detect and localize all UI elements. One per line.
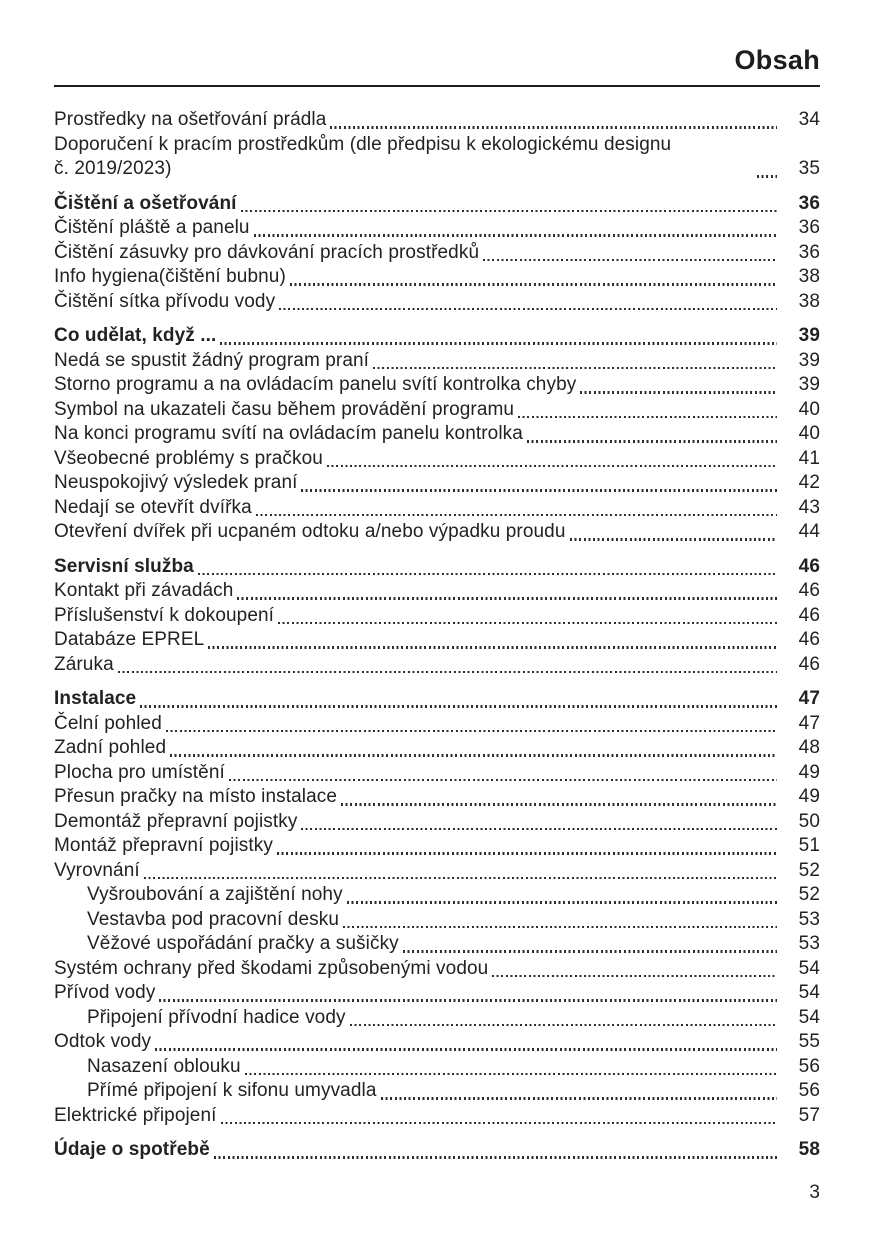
toc-group bbox=[54, 108, 820, 182]
page-title: Obsah bbox=[734, 45, 820, 75]
toc-row bbox=[54, 447, 820, 472]
toc-entry-page: 38 bbox=[798, 266, 820, 287]
toc-row bbox=[54, 687, 820, 712]
toc-row bbox=[54, 628, 820, 653]
toc-entry-page: 39 bbox=[798, 374, 820, 395]
toc-entry-page: 49 bbox=[798, 786, 820, 807]
toc-entry-label: Info hygiena(čištění bubnu) bbox=[54, 266, 286, 287]
toc-entry-label: Nedají se otevřít dvířka bbox=[54, 496, 252, 518]
dotted-leader bbox=[341, 803, 777, 805]
toc-entry-page: 54 bbox=[798, 957, 820, 979]
toc-entry-page: 40 bbox=[798, 423, 820, 444]
dotted-leader bbox=[290, 283, 777, 285]
toc-entry-label: Co udělat, když ... bbox=[54, 325, 217, 346]
toc-entry-page: 46 bbox=[798, 555, 820, 577]
toc-row bbox=[54, 471, 820, 496]
toc-row bbox=[54, 1104, 820, 1129]
toc-entry-label: Nedá se spustit žádný program praní bbox=[54, 349, 370, 371]
toc-row bbox=[54, 579, 820, 604]
toc-row bbox=[54, 1138, 820, 1163]
toc-entry-page: 40 bbox=[798, 398, 820, 420]
toc-entry-label: Kontakt při závadách bbox=[54, 580, 234, 601]
dotted-leader bbox=[237, 597, 777, 599]
toc-row bbox=[54, 133, 820, 182]
toc-row bbox=[54, 1079, 820, 1104]
toc-entry-label: Příslušenství k dokoupení bbox=[54, 604, 275, 626]
toc-entry-label: Přesun pračky na místo instalace bbox=[54, 786, 338, 807]
toc-row bbox=[54, 108, 820, 133]
toc-entry-label: Čištění a ošetřování bbox=[54, 192, 237, 214]
toc-row bbox=[54, 736, 820, 761]
toc-entry-label: Na konci programu svítí na ovládacím panelu kontrolka bbox=[54, 423, 523, 444]
toc-row bbox=[54, 324, 820, 349]
toc-entry-page: 51 bbox=[798, 835, 820, 856]
toc-entry-label: Všeobecné problémy s pračkou bbox=[54, 447, 323, 469]
dotted-leader bbox=[256, 514, 777, 516]
dotted-leader bbox=[301, 489, 777, 491]
toc-row bbox=[54, 604, 820, 629]
toc-entry-label: Čištění sítka přívodu vody bbox=[54, 290, 276, 312]
dotted-leader bbox=[527, 440, 777, 442]
dotted-leader bbox=[518, 416, 777, 418]
toc-entry-page: 53 bbox=[798, 908, 820, 930]
toc-row bbox=[54, 981, 820, 1006]
toc-entry-label: Připojení přívodní hadice vody bbox=[87, 1006, 346, 1028]
toc-row bbox=[54, 810, 820, 835]
toc-entry-label: Doporučení k pracím prostředkům (dle předpisu k ekologickému designu č. 2019/2023) bbox=[54, 133, 672, 179]
dotted-leader bbox=[327, 465, 777, 467]
toc-entry-label: Neuspokojivý výsledek praní bbox=[54, 472, 298, 493]
toc-entry-page: 47 bbox=[798, 688, 820, 709]
dotted-leader bbox=[214, 1156, 777, 1158]
toc-row bbox=[54, 373, 820, 398]
toc-row bbox=[54, 496, 820, 521]
toc-entry-page: 36 bbox=[798, 241, 820, 263]
toc-row bbox=[54, 883, 820, 908]
dotted-leader bbox=[580, 391, 777, 393]
toc-entry-page: 34 bbox=[798, 109, 820, 130]
toc-group bbox=[54, 687, 820, 1128]
toc-entry-page: 43 bbox=[798, 496, 820, 518]
toc-group bbox=[54, 555, 820, 678]
toc-entry-page: 46 bbox=[798, 604, 820, 626]
toc-row bbox=[54, 398, 820, 423]
toc-entry-page: 56 bbox=[798, 1055, 820, 1077]
dotted-leader bbox=[277, 852, 777, 854]
dotted-leader bbox=[198, 573, 777, 575]
toc-row bbox=[54, 192, 820, 217]
toc-row bbox=[54, 785, 820, 810]
dotted-leader bbox=[373, 367, 777, 369]
dotted-leader bbox=[570, 538, 777, 540]
dotted-leader bbox=[279, 308, 777, 310]
toc-entry-page: 53 bbox=[798, 933, 820, 954]
dotted-leader bbox=[208, 646, 777, 648]
toc-entry-label: Instalace bbox=[54, 688, 137, 709]
toc-entry-label: Zadní pohled bbox=[54, 737, 167, 758]
toc-row bbox=[54, 761, 820, 786]
toc-entry-label: Elektrické připojení bbox=[54, 1104, 217, 1126]
toc-group bbox=[54, 192, 820, 315]
dotted-leader bbox=[166, 730, 777, 732]
toc-row bbox=[54, 216, 820, 241]
toc-entry-label: Storno programu a na ovládacím panelu svítí kontrolka chyby bbox=[54, 374, 577, 395]
dotted-leader bbox=[301, 828, 777, 830]
toc-group bbox=[54, 1138, 820, 1163]
toc-entry-label: Údaje o spotřebě bbox=[54, 1139, 210, 1160]
toc-entry-label: Montáž přepravní pojistky bbox=[54, 835, 273, 856]
toc-row bbox=[54, 1055, 820, 1080]
toc-entry-page: 56 bbox=[798, 1080, 820, 1101]
toc-row bbox=[54, 290, 820, 315]
toc-entry-label: Symbol na ukazateli času během provádění programu bbox=[54, 398, 515, 420]
dotted-leader bbox=[403, 950, 777, 952]
dotted-leader bbox=[241, 210, 777, 212]
dotted-leader bbox=[229, 779, 777, 781]
dotted-leader bbox=[278, 622, 777, 624]
page-number: 3 bbox=[809, 1181, 820, 1203]
toc-row bbox=[54, 422, 820, 447]
toc-entry-label: Přímé připojení k sifonu umyvadla bbox=[87, 1080, 377, 1101]
dotted-leader bbox=[483, 259, 777, 261]
toc-entry-page: 54 bbox=[798, 1006, 820, 1028]
toc-entry-label: Odtok vody bbox=[54, 1031, 152, 1052]
toc-entry-page: 58 bbox=[798, 1139, 820, 1160]
toc-entry-page: 42 bbox=[798, 472, 820, 493]
dotted-leader bbox=[221, 1122, 777, 1124]
toc-row bbox=[54, 555, 820, 580]
toc-entry-page: 46 bbox=[798, 629, 820, 650]
toc-entry-page: 44 bbox=[798, 521, 820, 542]
toc-entry-label: Čištění pláště a panelu bbox=[54, 217, 250, 238]
toc-group bbox=[54, 324, 820, 545]
toc-entry-page: 35 bbox=[798, 158, 820, 179]
toc-entry-page: 36 bbox=[798, 192, 820, 214]
toc-entry-label: Čištění zásuvky pro dávkování pracích prostředků bbox=[54, 241, 480, 263]
toc-row bbox=[54, 265, 820, 290]
toc-entry-page: 50 bbox=[798, 810, 820, 832]
toc-entry-page: 54 bbox=[798, 982, 820, 1003]
toc-entry-page: 48 bbox=[798, 737, 820, 758]
dotted-leader bbox=[254, 234, 777, 236]
toc-entry-page: 46 bbox=[798, 580, 820, 601]
toc-entry-label: Systém ochrany před škodami způsobenými vodou bbox=[54, 957, 489, 979]
dotted-leader bbox=[220, 342, 777, 344]
dotted-leader bbox=[140, 705, 777, 707]
toc-row bbox=[54, 957, 820, 982]
toc-row bbox=[54, 834, 820, 859]
dotted-leader bbox=[492, 975, 777, 977]
toc-entry-page: 46 bbox=[798, 653, 820, 675]
toc-entry-page: 41 bbox=[798, 447, 820, 469]
toc-entry-label: Servisní služba bbox=[54, 555, 194, 577]
toc-entry-label: Vyrovnání bbox=[54, 859, 140, 881]
toc-entry-label: Demontáž přepravní pojistky bbox=[54, 810, 298, 832]
dotted-leader bbox=[245, 1073, 777, 1075]
toc-entry-page: 57 bbox=[798, 1104, 820, 1126]
toc-list bbox=[54, 108, 820, 1163]
dotted-leader bbox=[347, 901, 777, 903]
toc-row bbox=[54, 241, 820, 266]
dotted-leader bbox=[155, 1048, 777, 1050]
toc-entry-label: Věžové uspořádání pračky a sušičky bbox=[87, 933, 399, 954]
toc-row bbox=[54, 932, 820, 957]
toc-entry-label: Databáze EPREL bbox=[54, 629, 205, 650]
dotted-leader bbox=[330, 126, 777, 128]
dotted-leader bbox=[757, 175, 777, 177]
toc-entry-label: Prostředky na ošetřování prádla bbox=[54, 109, 327, 130]
dotted-leader bbox=[381, 1097, 778, 1099]
toc-row bbox=[54, 653, 820, 678]
toc-entry-label: Vyšroubování a zajištění nohy bbox=[87, 884, 343, 905]
toc-row bbox=[54, 859, 820, 884]
dotted-leader bbox=[170, 754, 777, 756]
toc-row bbox=[54, 908, 820, 933]
toc-entry-label: Vestavba pod pracovní desku bbox=[87, 908, 339, 930]
toc-entry-label: Plocha pro umístění bbox=[54, 761, 225, 783]
toc-entry-label: Nasazení oblouku bbox=[87, 1055, 241, 1077]
toc-entry-page: 52 bbox=[798, 859, 820, 881]
toc-entry-page: 39 bbox=[798, 325, 820, 346]
title-rule bbox=[54, 85, 820, 87]
dotted-leader bbox=[350, 1024, 777, 1026]
toc-entry-page: 36 bbox=[798, 217, 820, 238]
toc-entry-page: 47 bbox=[798, 712, 820, 734]
toc-row bbox=[54, 520, 820, 545]
toc-row bbox=[54, 349, 820, 374]
toc-entry-label: Záruka bbox=[54, 653, 114, 675]
toc-entry-page: 38 bbox=[798, 290, 820, 312]
toc-entry-page: 55 bbox=[798, 1031, 820, 1052]
dotted-leader bbox=[118, 671, 777, 673]
toc-entry-page: 52 bbox=[798, 884, 820, 905]
toc-entry-label: Čelní pohled bbox=[54, 712, 162, 734]
dotted-leader bbox=[343, 926, 777, 928]
toc-row bbox=[54, 1030, 820, 1055]
dotted-leader bbox=[144, 877, 777, 879]
toc-entry-label: Přívod vody bbox=[54, 982, 156, 1003]
dotted-leader bbox=[159, 999, 777, 1001]
toc-row bbox=[54, 1006, 820, 1031]
toc-entry-label: Otevření dvířek při ucpaném odtoku a/nebo výpadku proudu bbox=[54, 521, 566, 542]
toc-entry-page: 49 bbox=[798, 761, 820, 783]
toc-entry-page: 39 bbox=[798, 349, 820, 371]
toc-row bbox=[54, 712, 820, 737]
